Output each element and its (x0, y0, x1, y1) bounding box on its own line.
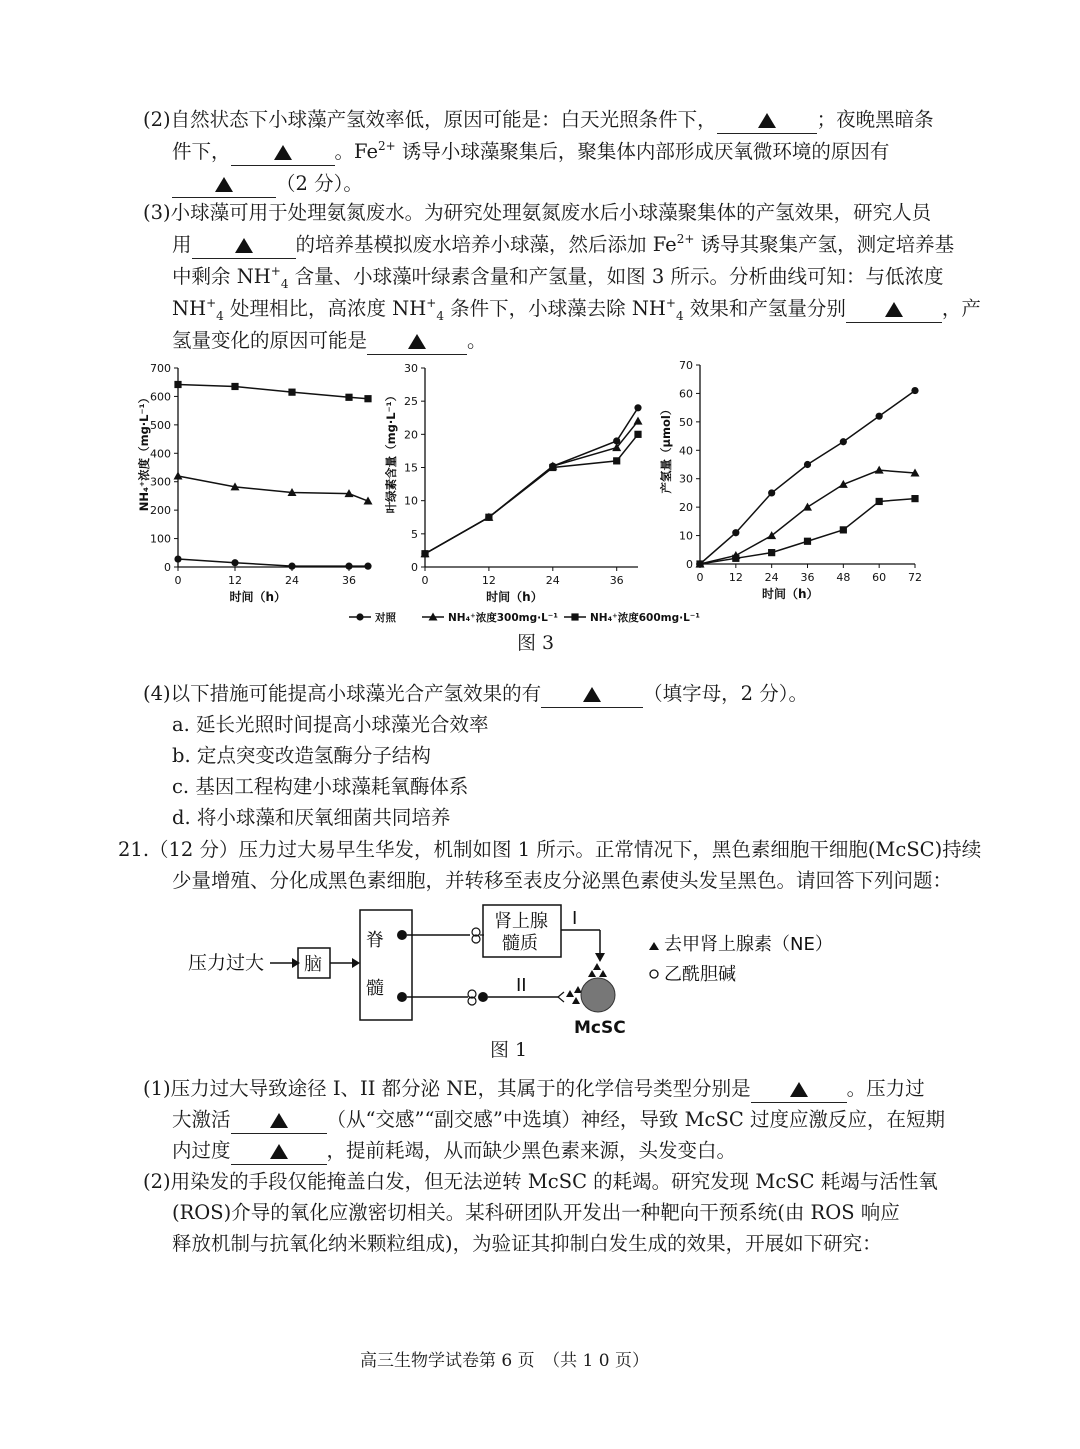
series-line (425, 421, 638, 554)
x-tick-label: 12 (228, 574, 242, 587)
data-point (174, 381, 181, 388)
data-point (732, 555, 739, 562)
data-point (911, 495, 918, 502)
chart-chlorophyll (384, 362, 643, 604)
adrenal-label-2: 髓质 (502, 933, 538, 954)
data-point (364, 563, 371, 570)
answer-blank[interactable] (846, 300, 942, 323)
spinal-cord-box (360, 910, 412, 1020)
legend-ne: 去甲肾上腺素（NE） (664, 934, 833, 955)
answer-blank[interactable] (231, 1142, 327, 1165)
y-tick-label: 25 (404, 395, 418, 409)
answer-blank[interactable] (367, 332, 467, 355)
x-tick-label: 36 (342, 574, 356, 587)
y-tick-label: 300 (150, 475, 171, 489)
legend-ach: 乙酰胆碱 (664, 964, 736, 985)
q21-line1: 21.（12 分）压力过大易早生华发，机制如图 1 所示。正常情况下，黑色素细胞干细胞(McSC)持续 (118, 838, 982, 861)
q20-p2-line2: 件下， 。$Fe^{2+}$ 诱导小球藻聚集后，聚集体内部形成厌氧微环境的原因有 (172, 140, 889, 166)
x-tick-label: 36 (609, 574, 624, 587)
data-point (364, 395, 371, 402)
data-point (231, 383, 238, 390)
page-footer: 高三生物学试卷第 6 页 （共 1 0 页） (360, 1351, 649, 1371)
data-point (345, 394, 352, 401)
brain-label: 脑 (304, 954, 322, 975)
y-tick-label: 20 (404, 428, 418, 442)
q20-p3-line2: 用 的培养基模拟废水培养小球藻，然后添加 $Fe^{2+}$ 诱导其聚集产氢，测定培养基 (172, 233, 954, 259)
triangle-icon (270, 1144, 288, 1159)
series-line (700, 470, 915, 564)
y-tick-label: 0 (411, 561, 418, 574)
answer-blank[interactable] (541, 685, 643, 708)
q20-p2-line1: (2)自然状态下小球藻产氢效率低，原因可能是：白天光照条件下， ；夜晚黑暗条 (143, 108, 934, 134)
y-tick-label: 20 (679, 501, 693, 515)
series-line (178, 559, 368, 566)
adrenal-label-1: 肾上腺 (494, 911, 548, 932)
x-tick-label: 0 (421, 574, 429, 587)
data-point (174, 472, 183, 480)
stress-label: 压力过大 (188, 952, 265, 974)
triangle-icon (235, 238, 253, 253)
option-d: d. 将小球藻和厌氧细菌共同培养 (172, 806, 451, 829)
x-tick-label: 12 (728, 571, 743, 584)
data-point (768, 489, 775, 496)
triangle-icon (270, 1113, 288, 1128)
mcsc-cell (581, 978, 615, 1012)
y-axis-label: 叶绿素含量（mg·L⁻¹） (384, 389, 398, 514)
series-line (178, 476, 368, 501)
path-1-label: I (572, 908, 578, 929)
y-tick-label: 600 (150, 390, 171, 404)
y-tick-label: 5 (411, 527, 418, 541)
triangle-icon (885, 302, 903, 317)
answer-blank[interactable] (717, 111, 817, 134)
x-axis-label: 时间（h） (229, 590, 287, 604)
y-axis-label: NH₄⁺浓度（mg·L⁻¹） (137, 391, 151, 512)
q20-p3-line5: 氢量变化的原因可能是 。 (172, 329, 487, 355)
data-point (634, 431, 641, 438)
data-point (876, 413, 883, 420)
mcsc-label: McSC (574, 1018, 626, 1038)
y-tick-label: 50 (679, 415, 693, 429)
data-point (804, 461, 811, 468)
y-tick-label: 30 (404, 362, 418, 375)
y-tick-label: 60 (679, 387, 693, 401)
data-point (288, 563, 295, 570)
x-tick-label: 36 (800, 571, 815, 584)
y-tick-label: 70 (679, 359, 693, 372)
data-point (803, 503, 812, 511)
legend-marker (571, 613, 578, 620)
x-tick-label: 12 (481, 574, 496, 587)
q21-line2: 少量增殖、分化成黑色素细胞，并转移至表皮分泌黑色素使头发呈黑色。请回答下列问题： (172, 869, 953, 892)
data-point (768, 549, 775, 556)
x-axis-label: 时间（h） (486, 590, 543, 604)
data-point (840, 438, 847, 445)
series-line (425, 408, 638, 554)
chart-hydrogen-yield (659, 359, 922, 601)
y-tick-label: 15 (404, 461, 418, 475)
x-axis-label: 时间（h） (762, 587, 819, 601)
option-b: b. 定点突变改造氢酶分子结构 (172, 744, 431, 767)
y-axis-label: 产氢量（μmol） (659, 403, 673, 494)
chart-legend (349, 611, 700, 624)
answer-blank[interactable] (192, 236, 296, 259)
q21-p1-line3: 内过度 ，提前耗竭，从而缺少黑色素来源，头发变白。 (172, 1139, 736, 1165)
triangle-icon (790, 1082, 808, 1097)
x-tick-label: 48 (836, 571, 851, 584)
data-point (911, 387, 918, 394)
path-2-label: II (516, 975, 527, 996)
figure-1-caption: 图 1 (490, 1039, 528, 1061)
y-tick-label: 30 (679, 472, 693, 486)
data-point (288, 389, 295, 396)
data-point (231, 559, 238, 566)
series-line (425, 434, 638, 553)
answer-blank[interactable] (231, 143, 335, 166)
y-tick-label: 10 (404, 494, 418, 508)
x-tick-label: 60 (872, 571, 887, 584)
legend-label: NH₄⁺浓度600mg·L⁻¹ (590, 612, 700, 624)
option-c: c. 基因工程构建小球藻耗氧酶体系 (172, 775, 469, 798)
figure-3-caption: 图 3 (517, 632, 555, 654)
y-tick-label: 0 (686, 558, 693, 571)
data-point (421, 550, 428, 557)
y-tick-label: 500 (150, 418, 171, 432)
q20-p3-line4: $NH^+_4$ 处理相比，高浓度 $NH^+_4$ 条件下，小球藻去除 $NH^+_4$ 效果和产氢量分别 ，产 (172, 296, 981, 323)
x-tick-label: 0 (696, 571, 704, 584)
data-point (696, 560, 703, 567)
series-line (178, 384, 368, 398)
y-tick-label: 0 (164, 561, 171, 574)
data-point (732, 529, 739, 536)
q20-p4-line1: (4)以下措施可能提高小球藻光合产氢效果的有 （填字母，2 分）。 (143, 682, 808, 708)
q21-p2-line1: (2)用染发的手段仅能掩盖白发，但无法逆转 McSC 的耗竭。研究发现 McSC 耗竭与活性氧 (143, 1170, 938, 1193)
x-tick-label: 24 (285, 574, 299, 587)
q20-p3-line3: 中剩余 $NH^+_4$ 含量、小球藻叶绿素含量和产氢量，如图 3 所示。分析曲线可知：与低浓度 (172, 264, 944, 291)
data-point (613, 457, 620, 464)
q21-p1-line1: (1)压力过大导致途径 I、II 都分泌 NE，其属于的化学信号类型分别是 。压力过 (143, 1077, 925, 1103)
triangle-icon (758, 113, 776, 128)
data-point (174, 555, 181, 562)
y-tick-label: 10 (679, 529, 693, 543)
legend-label: NH₄⁺浓度300mg·L⁻¹ (448, 612, 558, 624)
chart-nh4-concentration (137, 362, 373, 604)
answer-blank[interactable] (751, 1080, 847, 1103)
y-tick-label: 40 (679, 444, 693, 458)
legend-label: 对照 (375, 612, 396, 624)
data-point (345, 563, 352, 570)
data-point (485, 514, 492, 521)
answer-blank[interactable] (231, 1111, 327, 1134)
triangle-icon (215, 177, 233, 192)
y-tick-label: 400 (150, 447, 171, 461)
figure-1-diagram (180, 900, 880, 1040)
q21-p1-line2: 大激活 （从“交感”“副交感”中选填）神经，导致 McSC 过度应激反应，在短期 (172, 1108, 945, 1134)
legend-marker (356, 613, 363, 620)
q21-p2-line3: 释放机制与抗氧化纳米颗粒组成)，为验证其抑制白发生成的效果，开展如下研究： (172, 1232, 882, 1255)
data-point (840, 526, 847, 533)
triangle-icon (583, 687, 601, 702)
data-point (634, 404, 641, 411)
triangle-icon (274, 145, 292, 160)
y-tick-label: 200 (150, 504, 171, 518)
x-tick-label: 24 (764, 571, 779, 584)
data-point (634, 417, 643, 425)
option-a: a. 延长光照时间提高小球藻光合效率 (172, 713, 489, 736)
q20-p2-line3: （2 分）。 (172, 172, 363, 198)
q21-p2-line2: (ROS)介导的氧化应激密切相关。某科研团队开发出一种靶向干预系统(由 ROS 响应 (172, 1201, 900, 1224)
data-point (549, 464, 556, 471)
x-tick-label: 72 (908, 571, 922, 584)
data-point (804, 538, 811, 545)
triangle-icon (408, 334, 426, 349)
q20-p3-line1: (3)小球藻可用于处理氨氮废水。为研究处理氨氮废水后小球藻聚集体的产氢效果，研究人员 (143, 201, 932, 224)
x-tick-label: 0 (174, 574, 182, 587)
spinal-label-1: 脊 (366, 930, 384, 951)
figure-3-charts (0, 355, 1080, 665)
spinal-label-2: 髓 (366, 978, 384, 999)
y-tick-label: 700 (150, 362, 171, 375)
answer-blank[interactable] (172, 175, 276, 198)
y-tick-label: 100 (150, 532, 171, 546)
x-tick-label: 24 (545, 574, 560, 587)
data-point (876, 498, 883, 505)
